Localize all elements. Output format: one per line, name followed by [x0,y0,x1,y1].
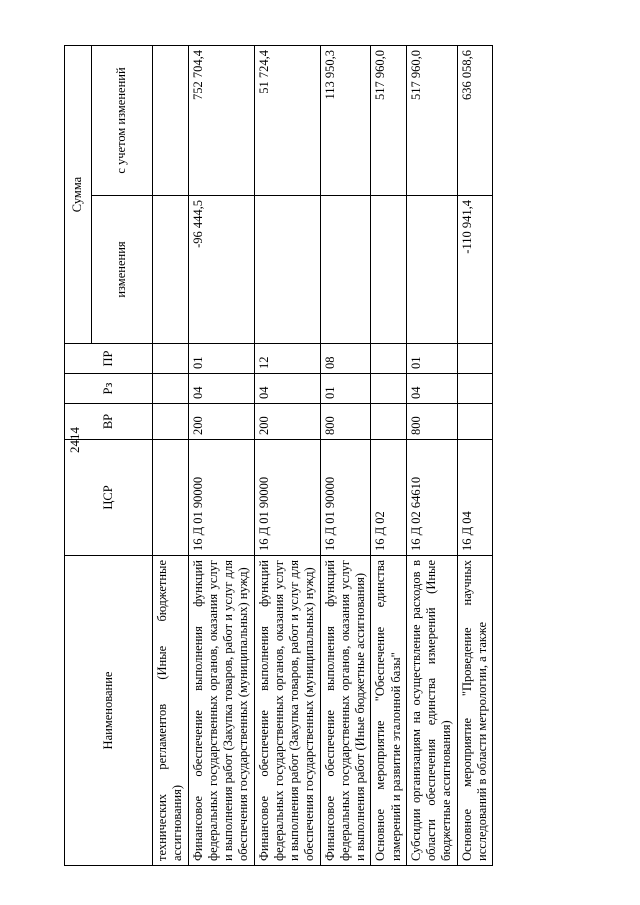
row-rz: 04 [188,374,254,404]
row-total [153,46,189,196]
row-tsr: 16 Д 04 [457,440,493,556]
row-pr [153,344,189,374]
row-vr: 800 [406,404,457,440]
table-row [371,46,407,866]
header-vr: ВР [65,404,153,440]
row-vr: 800 [320,404,371,440]
row-change [254,196,320,344]
row-pr [457,344,493,374]
header-sum: Сумма [65,46,92,344]
row-change [406,196,457,344]
row-vr [153,404,189,440]
row-pr [371,344,407,374]
row-change: -96 444,5 [188,196,254,344]
row-name: Субсидии организациям на осуществление расходов в области обеспечения единства измерений (Иные бюджетные ассигнования) [406,556,457,866]
row-vr [371,404,407,440]
row-total: 517 960,0 [371,46,407,196]
row-tsr [153,440,189,556]
table-row [457,46,493,866]
row-change [153,196,189,344]
row-name: Основное мероприятие "Обеспечение единства измерений и развитие эталонной базы" [371,556,407,866]
row-name: Финансовое обеспечение выполнения функций федеральных государственных органов, оказания услуг и выполнения работ (Закупка товаров, работ и услуг для обеспечения государственных (муниципальных) нужд) [188,556,254,866]
row-pr: 12 [254,344,320,374]
row-name: технических регламентов (Иные бюджетные ассигнования) [153,556,189,866]
row-tsr: 16 Д 02 64610 [406,440,457,556]
row-rz: 04 [254,374,320,404]
page-number: 2414 [67,427,82,453]
header-rz: Рз [65,374,153,404]
row-change: -110 941,4 [457,196,493,344]
row-vr: 200 [188,404,254,440]
row-rz: 01 [320,374,371,404]
header-tsr: ЦСР [65,440,153,556]
row-total: 51 724,4 [254,46,320,196]
row-vr: 200 [254,404,320,440]
table-header-row [65,46,92,866]
row-rz: 04 [406,374,457,404]
row-rz [153,374,189,404]
row-total: 752 704,4 [188,46,254,196]
header-name: Наименование [65,556,153,866]
table-row [254,46,320,866]
table-row [406,46,457,866]
row-change [371,196,407,344]
row-name: Основное мероприятие "Проведение научных исследований в области метрологии, а также [457,556,493,866]
budget-table [64,45,493,866]
row-name: Финансовое обеспечение выполнения функций федеральных государственных органов, оказания услуг и выполнения работ (Закупка товаров, работ и услуг для обеспечения государственных (муниципальных) нужд) [254,556,320,866]
table-row [320,46,371,866]
table-row [188,46,254,866]
row-change [320,196,371,344]
row-tsr: 16 Д 01 90000 [188,440,254,556]
row-vr [457,404,493,440]
row-total: 636 058,6 [457,46,493,196]
row-tsr: 16 Д 02 [371,440,407,556]
header-with-change: с учетом изменений [92,46,153,196]
row-tsr: 16 Д 01 90000 [320,440,371,556]
row-name: Финансовое обеспечение выполнения функций федеральных государственных органов, оказания услуг и выполнения работ (Иные бюджетные ассигнования) [320,556,371,866]
header-pr: ПР [65,344,153,374]
row-pr: 08 [320,344,371,374]
row-tsr: 16 Д 01 90000 [254,440,320,556]
row-total: 113 950,3 [320,46,371,196]
row-total: 517 960,0 [406,46,457,196]
header-change: изменения [92,196,153,344]
row-rz [371,374,407,404]
row-pr: 01 [406,344,457,374]
table-row [153,46,189,866]
budget-document [64,46,590,866]
row-pr: 01 [188,344,254,374]
row-rz [457,374,493,404]
